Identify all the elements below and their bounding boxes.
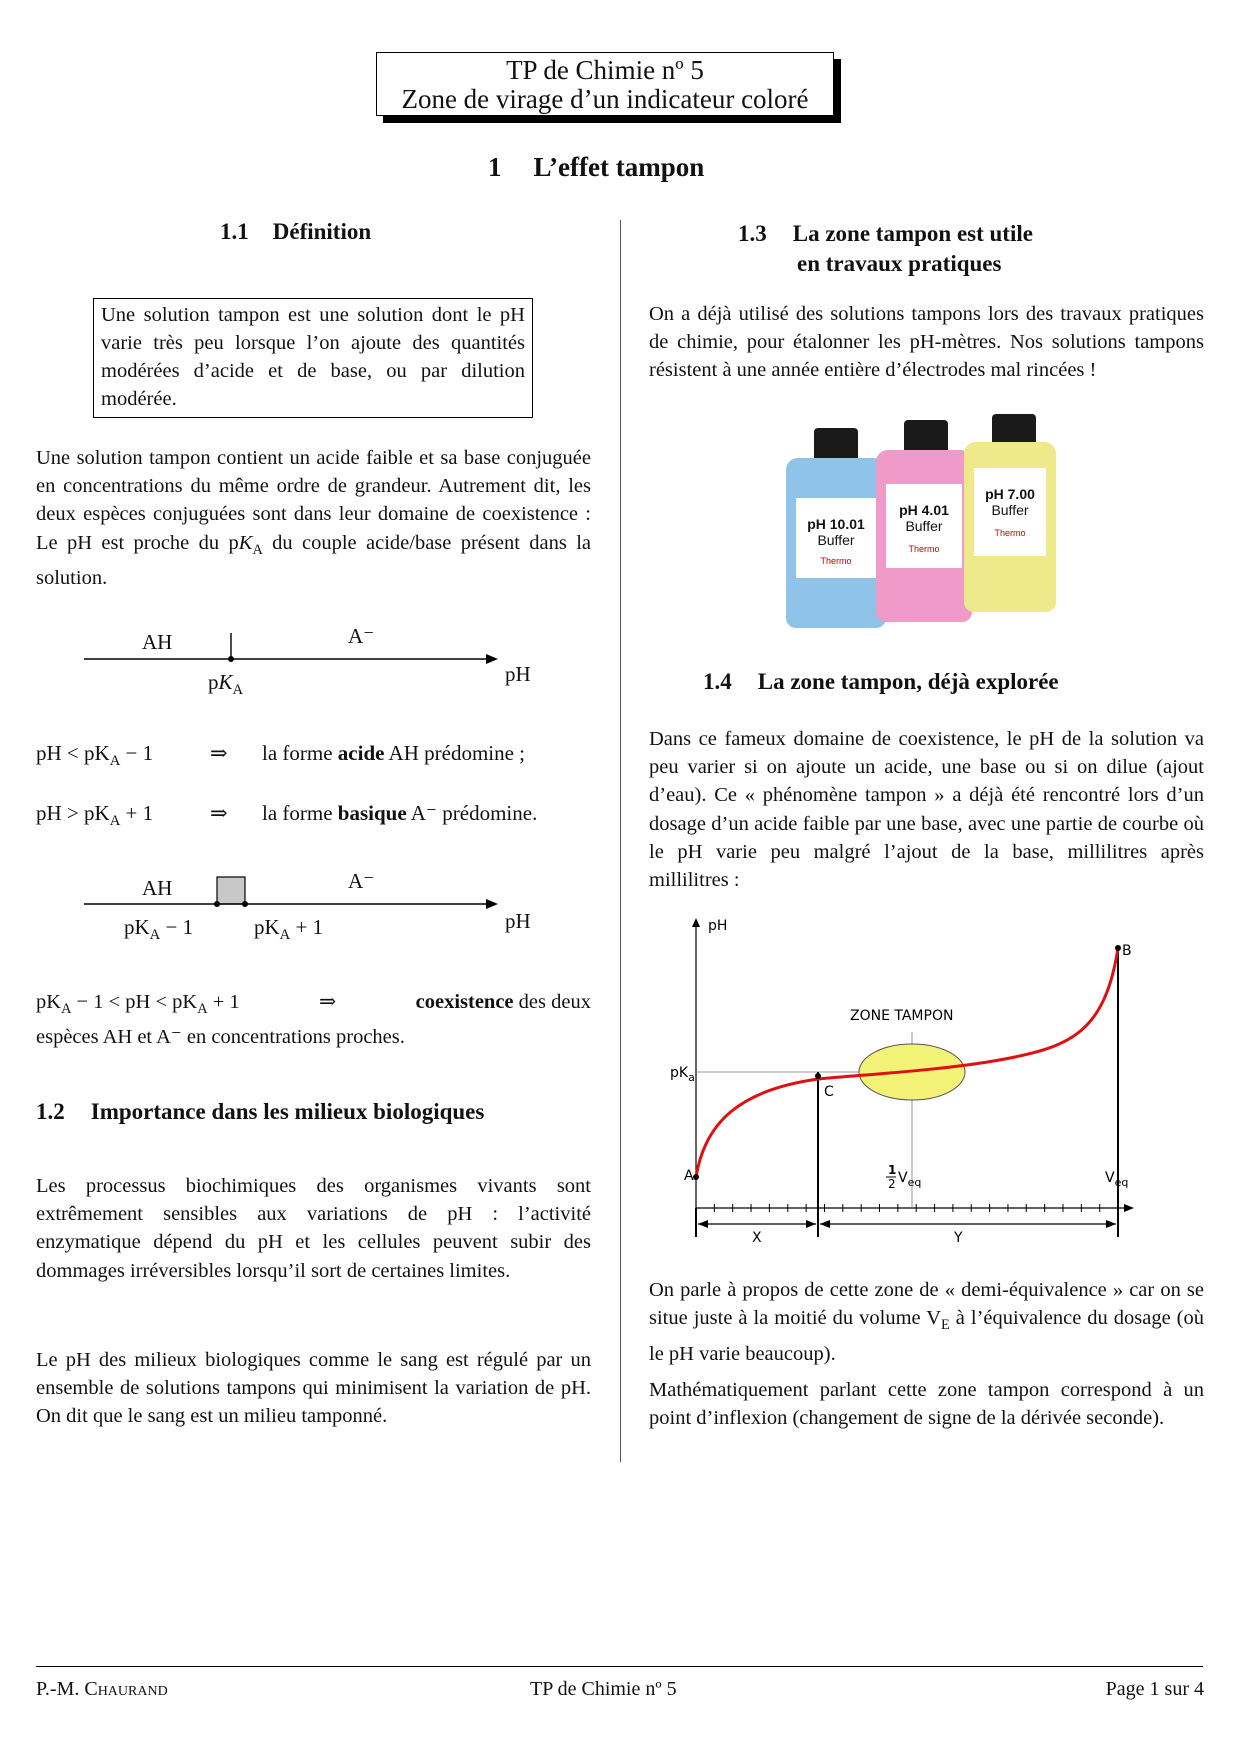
bottle-cap	[992, 414, 1036, 442]
graph-veq-label: $V_{eq}$	[1105, 1170, 1129, 1189]
bottle3-word: Buffer	[991, 502, 1029, 518]
column-divider	[620, 220, 621, 1462]
rule2-c: A⁻ prédomine.	[406, 801, 538, 825]
title-line-1: TP de Chimie nº 5	[506, 55, 704, 85]
coexist-conclusion	[416, 988, 591, 1023]
buffer-bottles-photo	[778, 428, 1068, 636]
subsection-1-3-title-1: La zone tampon est utile	[792, 221, 1033, 246]
coexistence-statement	[36, 988, 591, 1052]
d2-t2-tail: + 1	[290, 915, 324, 939]
graph-point-a-label: A	[684, 1168, 694, 1184]
diagram1-ph-axis-label: pH	[505, 662, 531, 686]
subsection-1-1-number: 1.1	[220, 219, 249, 244]
bottle-ph10	[786, 428, 886, 628]
rule2-sub: A	[109, 813, 121, 830]
graph-half-den: 2	[888, 1177, 896, 1191]
half-eq-text-a: On parle à propos de cette zone de « demi-équivalence » car on se situe juste à la moitié du volume V	[649, 1279, 1204, 1330]
point-a-marker	[693, 1174, 699, 1180]
bottle-body	[786, 458, 886, 628]
bottle3-ph: pH 7.00	[985, 486, 1035, 502]
bottle-ph7	[964, 414, 1056, 612]
graph-zone-label: ZONE TAMPON	[850, 1008, 954, 1024]
subsection-1-3-number: 1.3	[738, 221, 767, 246]
subsection-1-2-number: 1.2	[36, 1099, 65, 1124]
biology-paragraph-2: Le pH des milieux biologiques comme le sang est régulé par un ensemble de solutions tampons qui minimisent la variation de pH. On dit que le sang est un milieu tamponné.	[36, 1349, 591, 1428]
subsection-1-1-title: Définition	[272, 219, 372, 244]
coexist-condition	[36, 988, 240, 1023]
rule-acid-right	[262, 741, 525, 766]
point-b-marker	[1115, 945, 1121, 951]
rule1-sub: A	[109, 753, 121, 770]
graph-half-num: 1	[888, 1163, 897, 1177]
rule1-implies-arrow: ⇒	[210, 741, 228, 765]
rule2-a: la forme	[262, 801, 338, 825]
subsection-1-4-number: 1.4	[703, 669, 732, 694]
rule1-bold: acide	[337, 741, 385, 765]
diagram1-base-label: A⁻	[348, 624, 375, 648]
titration-curve-graph	[650, 912, 1170, 1242]
buffer-description-text: Une solution tampon contient un acide faible et sa base conjuguée en concentrations du même ordre de grandeur. Autrement dit, les deux espèces conjuguées sont dans leur domaine de coexistence : Le pH est proche du p	[36, 447, 591, 554]
cx-a-sub: A	[61, 1001, 72, 1018]
subsection-1-4-heading	[703, 669, 1059, 695]
cx-bold: coexistence	[415, 991, 514, 1013]
cx-a: pK	[36, 991, 62, 1013]
rule2-left-text: pH > pK	[36, 801, 110, 825]
bottle-ph4	[876, 420, 972, 622]
document-title-box	[376, 52, 834, 116]
rule-base-right	[262, 801, 537, 826]
diagram2-acid-label: AH	[142, 876, 173, 900]
bottle2-word: Buffer	[905, 518, 943, 534]
graph-y-segment-label: Y	[954, 1230, 963, 1242]
graph-point-c-label: C	[824, 1084, 834, 1100]
cx-c: + 1	[207, 991, 240, 1013]
bottle2-ph: pH 4.01	[899, 502, 949, 518]
diagram1-pka-label: $pK_A$	[208, 670, 244, 699]
rule-acid-left	[36, 741, 153, 770]
subsection-1-4-title: La zone tampon, déjà explorée	[757, 669, 1059, 694]
graph-y-label: pH	[708, 918, 728, 934]
diagram2-base-label: A⁻	[348, 869, 375, 893]
definition-box	[93, 298, 533, 418]
graph-x-segment-label: X	[752, 1230, 762, 1242]
subsection-1-2-title: Importance dans les milieux biologiques	[90, 1099, 485, 1124]
bottle3-brand: Thermo	[994, 528, 1026, 538]
bottle1-word: Buffer	[817, 532, 855, 548]
rule1-c: AH prédomine ;	[384, 741, 526, 765]
cx-arrow: ⇒	[319, 991, 337, 1013]
half-eq-sub: E	[941, 1317, 950, 1334]
cx-d: des deux	[513, 991, 591, 1013]
d2-t2: pK	[254, 915, 280, 939]
rule2-implies-arrow: ⇒	[210, 801, 228, 825]
rule2-tail: + 1	[120, 801, 154, 825]
graph-pka-label: $pK_a$	[670, 1065, 695, 1084]
bottle2-brand: Thermo	[908, 544, 940, 554]
graph-point-b-label: B	[1122, 943, 1132, 959]
d2-t1: pK	[124, 915, 150, 939]
title-line-2: Zone de virage d’un indicateur coloré	[401, 84, 809, 114]
subsection-1-3-title-2: en travaux pratiques	[797, 251, 1002, 276]
inflexion-paragraph: Mathématiquement parlant cette zone tampon correspond à un point d’inflexion (changement de signe de la dérivée seconde).	[649, 1379, 1204, 1430]
bottle-cap	[904, 420, 948, 450]
diagram1-acid-label: AH	[142, 630, 173, 654]
rule-base-left	[36, 801, 153, 830]
footer-rule	[36, 1666, 1203, 1667]
section-1-number: 1	[488, 152, 502, 182]
rule1-left-text: pH < pK	[36, 741, 110, 765]
half-eq-text-b: à l’équivalence du dosage (où le pH varie beaucoup).	[649, 1307, 1204, 1365]
d2-t2-sub: A	[279, 927, 291, 944]
section-1-title: L’effet tampon	[533, 152, 705, 182]
footer-page-number: Page 1 sur 4	[1105, 1678, 1204, 1700]
rule2-bold: basique	[337, 801, 407, 825]
definition-text: Une solution tampon est une solution dont le pH varie très peu lorsque l’on ajoute des quantités modérées d’acide et de base, ou par dilution modérée.	[101, 304, 525, 410]
footer-center: TP de Chimie nº 5	[530, 1678, 677, 1700]
diagram2-pka-plus-label	[254, 915, 323, 944]
d2-t1-tail: − 1	[160, 915, 194, 939]
cx-b-sub: A	[197, 1001, 208, 1018]
subsection-1-1-heading	[220, 219, 371, 245]
half-equivalence-paragraph	[649, 1276, 1204, 1368]
diagram2-ph-axis-label: pH	[505, 909, 531, 933]
footer-author-name: Chaurand	[84, 1678, 168, 1700]
bottle-body	[964, 442, 1056, 612]
bottle-body	[876, 450, 972, 622]
diagram2-pka-minus-label	[124, 915, 193, 944]
footer-author-initials: P.-M.	[36, 1678, 85, 1700]
graph-half-veq-label: $V_{eq}$	[898, 1170, 922, 1189]
buffer-zone-paragraph: Dans ce fameux domaine de coexistence, le pH de la solution va peu varier si on ajoute un acide, une base ou si on dilue (ajout d’eau). Ce « phénomène tampon » a déjà été rencontré lors d’un dosage d’un acide faible par une base, avec une partie de courbe où le pH varie peu malgré l’ajout de la base, millilitres après millilitres :	[649, 728, 1204, 892]
subsection-1-3-heading	[738, 219, 1033, 279]
buffer-description-end: du couple acide/base présent dans la solution.	[36, 531, 591, 589]
bottle-label	[974, 468, 1046, 556]
subsection-1-2-heading	[36, 1099, 484, 1125]
pka-sub: A	[252, 541, 263, 558]
bottle-label	[796, 498, 876, 578]
biology-paragraph-1: Les processus biochimiques des organismes vivants sont extrêmement sensibles aux variations de pH : l’activité enzymatique dépend du pH et les cellules peuvent subir des dommages irréversibles lorsqu’il sort de certaines limites.	[36, 1175, 591, 1282]
buffer-description-paragraph: Une solution tampon contient un acide faible et sa base conjuguée en concentrations du même ordre de grandeur. Autrement dit, les deux espèces conjuguées sont dans leur domaine de coexistence : Le pH est proche du $pK_A$ du couple acide/base présent dans la solution.	[36, 447, 591, 589]
rule1-tail: − 1	[120, 741, 154, 765]
d2-t1-sub: A	[149, 927, 161, 944]
bottle-label	[886, 484, 962, 568]
point-c-marker	[815, 1073, 821, 1079]
footer-author	[36, 1678, 168, 1701]
cx-line2: espèces AH et A⁻ en concentrations proches.	[36, 1026, 405, 1049]
bottle1-ph: pH 10.01	[807, 516, 865, 532]
bottle-cap	[814, 428, 858, 458]
rule1-a: la forme	[262, 741, 338, 765]
lab-use-paragraph: On a déjà utilisé des solutions tampons lors des travaux pratiques de chimie, pour étalonner les pH-mètres. Nos solutions tampons résistent à une année entière d’électrodes mal rincées !	[649, 303, 1204, 382]
bottle1-brand: Thermo	[820, 556, 852, 566]
cx-b: − 1 < pH < pK	[71, 991, 198, 1013]
section-1-heading	[488, 152, 704, 183]
